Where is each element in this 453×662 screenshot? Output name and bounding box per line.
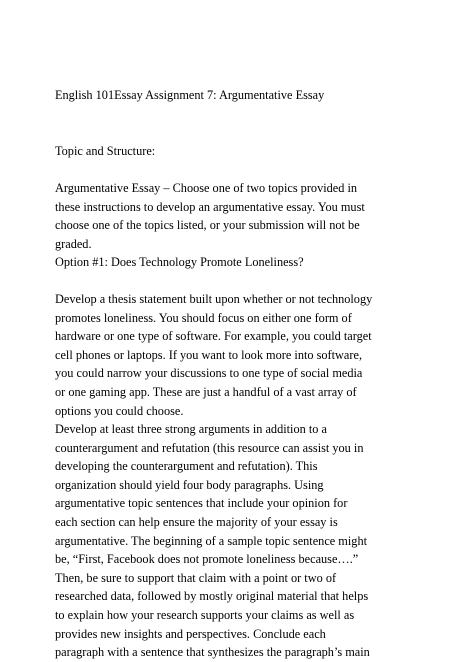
text-line: paragraph with a sentence that synthesizes the paragraph’s main — [55, 645, 370, 660]
text-line: to explain how your research supports your claims as well as — [55, 607, 355, 622]
document-title — [55, 86, 425, 105]
text-line: researched data, followed by mostly original material that helps — [55, 589, 369, 604]
text-line: developing the counterargument and refutation). This — [55, 459, 318, 474]
text-line: provides new insights and perspectives. Conclude each — [55, 626, 326, 641]
option-heading-line: Option #1: Does Technology Promote Loneliness? — [55, 255, 304, 269]
text-line: organization should yield four body paragraphs. Using — [55, 477, 324, 492]
topic-heading-line: Topic and Structure: — [55, 144, 156, 158]
develop-paragraph — [55, 290, 425, 420]
text-line: argumentative topic sentences that include your opinion for — [55, 496, 348, 511]
topic-heading — [55, 142, 425, 161]
text-line: counterargument and refutation (this resource can assist you in — [55, 440, 364, 455]
title-line: English 101Essay Assignment 7: Argumentative Essay — [55, 88, 325, 102]
text-line: be, “First, Facebook does not promote loneliness because….” — [55, 552, 359, 567]
text-line: you could narrow your discussions to one type of social media — [55, 366, 363, 381]
text-line: options you could choose. — [55, 403, 184, 418]
text-line: Argumentative Essay – Choose one of two topics provided in — [55, 181, 358, 195]
text-line: choose one of the topics listed, or your submission will not be — [55, 218, 360, 233]
text-line: hardware or one type of software. For example, you could target — [55, 329, 372, 344]
arguments-paragraph — [55, 420, 425, 662]
text-line: Develop at least three strong arguments in addition to a — [55, 422, 327, 436]
text-line: promotes loneliness. You should focus on either one form of — [55, 310, 352, 325]
text-line: or one gaming app. These are just a handful of a vast array of — [55, 384, 357, 399]
text-line: argumentative. The beginning of a sample topic sentence might — [55, 533, 368, 548]
text-line: Then, be sure to support that claim with a point or two of — [55, 570, 337, 585]
text-line: cell phones or laptops. If you want to look more into software, — [55, 347, 363, 362]
text-line: each section can help ensure the majority of your essay is — [55, 514, 338, 529]
text-line: these instructions to develop an argumentative essay. You must — [55, 199, 365, 214]
option-heading — [55, 253, 425, 272]
text-line: Develop a thesis statement built upon whether or not technology — [55, 292, 373, 306]
text-line: graded. — [55, 236, 92, 251]
intro-paragraph — [55, 179, 425, 253]
